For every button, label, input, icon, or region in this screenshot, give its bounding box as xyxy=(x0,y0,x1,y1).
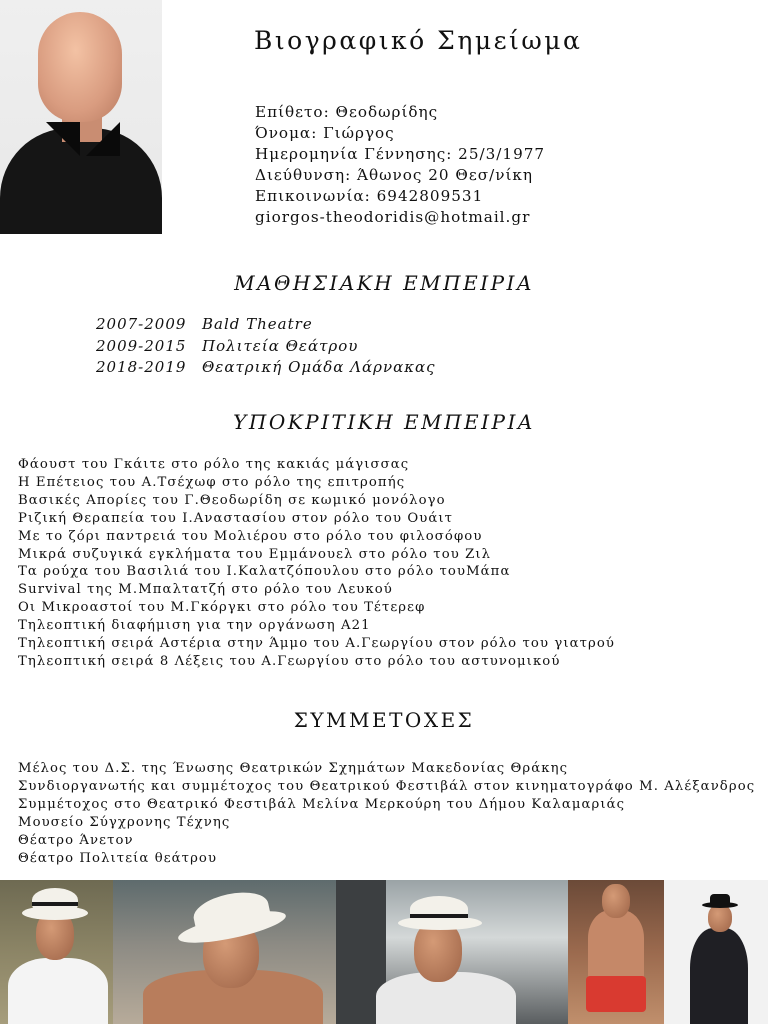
address-line: Διεύθυνση: Άθωνος 20 Θεσ/νίκη xyxy=(255,166,533,184)
phone-line: Επικοινωνία: 6942809531 xyxy=(255,187,484,205)
dark-coat xyxy=(690,928,748,1024)
face xyxy=(708,904,732,932)
education-years: 2018-2019 xyxy=(96,358,187,376)
photo-rocks xyxy=(113,880,336,1024)
acting-item: Μικρά συζυγικά εγκλήματα του Εμμάνουελ στο ρόλο του Ζιλ xyxy=(18,546,492,562)
education-years: 2007-2009 xyxy=(96,315,187,333)
hat-band xyxy=(32,902,78,906)
photo-tank-top xyxy=(0,880,113,1024)
red-shorts xyxy=(586,976,646,1012)
face xyxy=(602,884,630,918)
white-hat xyxy=(32,888,78,912)
education-list xyxy=(96,314,436,379)
education-row xyxy=(96,336,436,358)
participations-heading: ΣΥΜΜΕΤΟΧΕΣ xyxy=(293,708,475,732)
acting-item: Τηλεοπτική διαφήμιση για την οργάνωση Α21 xyxy=(18,618,371,634)
participation-item: Συνδιοργανωτής και συμμέτοχος του Θεατρικού Φεστιβάλ στον κινηματογράφο Μ. Αλέξανδρος xyxy=(18,778,756,794)
acting-item: Η Επέτειος του Α.Τσέχωφ στο ρόλο της επιτροπής xyxy=(18,474,406,490)
acting-item: Τηλεοπτική σειρά 8 Λέξεις του Α.Γεωργίου στο ρόλο του αστυνομικού xyxy=(18,653,561,669)
photo-car xyxy=(336,880,568,1024)
education-school: Θεατρική Ομάδα Λάρνακας xyxy=(202,358,436,376)
participation-item: Θέατρο Άνετον xyxy=(18,832,134,848)
personal-info xyxy=(255,102,545,228)
torso xyxy=(588,910,644,980)
white-hat xyxy=(410,896,468,922)
collar-right xyxy=(86,122,120,156)
portrait-photo xyxy=(0,0,162,234)
email-line: giorgos-theodoridis@hotmail.gr xyxy=(255,208,531,226)
photo-strip xyxy=(0,880,768,1024)
name-line: Όνομα: Γιώργος xyxy=(255,124,395,142)
acting-list xyxy=(18,456,615,671)
birthdate-line: Ημερομηνία Γέννησης: 25/3/1977 xyxy=(255,145,546,163)
acting-item: Τα ρούχα του Βασιλιά του Ι.Καλατζόπουλου στο ρόλο τουΜάπα xyxy=(18,564,511,580)
acting-item: Βασικές Απορίες του Γ.Θεοδωρίδη σε κωμικό μονόλογο xyxy=(18,492,446,508)
acting-heading: ΥΠΟΚΡΙΤΙΚΗ ΕΜΠΕΙΡΙΑ xyxy=(233,410,535,434)
acting-item: Οι Μικροαστοί του Μ.Γκόργκι στο ρόλο του Τέτερεφ xyxy=(18,600,426,616)
education-school: Bald Theatre xyxy=(202,315,313,333)
photo-suit xyxy=(664,880,768,1024)
collar-left xyxy=(46,122,80,156)
document-title: Βιογραφικό Σημείωμα xyxy=(254,26,583,55)
participation-item: Μέλος του Δ.Σ. της Ένωσης Θεατρικών Σχημάτων Μακεδονίας Θράκης xyxy=(18,761,569,776)
acting-item: Survival της Μ.Μπαλτατζή στο ρόλο του Λευκού xyxy=(18,582,393,598)
acting-item: Φάουστ του Γκάιτε στο ρόλο της κακιάς μάγισσας xyxy=(18,457,410,472)
education-row xyxy=(96,314,436,336)
participation-item: Συμμέτοχος στο Θεατρικό Φεστιβάλ Μελίνα Μερκούρη του Δήμου Καλαμαριάς xyxy=(18,796,626,812)
photo-red-shorts xyxy=(568,880,664,1024)
portrait-head xyxy=(38,12,122,122)
black-shirt xyxy=(0,128,162,234)
education-school: Πολιτεία Θεάτρου xyxy=(202,336,359,355)
hat-band xyxy=(410,914,468,918)
black-hat xyxy=(710,894,730,904)
education-heading: ΜΑΘΗΣΙΑΚΗ ΕΜΠΕΙΡΙΑ xyxy=(234,271,534,295)
acting-item: Με το ζόρι παντρειά του Μολιέρου στο ρόλο του φιλοσόφου xyxy=(18,528,483,544)
education-years: 2009-2015 xyxy=(96,336,187,355)
participation-item: Μουσείο Σύγχρονης Τέχνης xyxy=(18,814,231,830)
education-row xyxy=(96,357,436,379)
white-tank-top xyxy=(8,958,108,1024)
acting-item: Τηλεοπτική σειρά Αστέρια στην Άμμο του Α.Γεωργίου στον ρόλο του γιατρού xyxy=(18,636,616,652)
participations-list xyxy=(18,760,755,867)
surname-line: Επίθετο: Θεοδωρίδης xyxy=(255,103,439,121)
acting-item: Ριζική Θεραπεία του Ι.Αναστασίου στον ρόλο του Ουάιτ xyxy=(18,510,454,526)
participation-item: Θέατρο Πολιτεία θεάτρου xyxy=(18,850,218,866)
